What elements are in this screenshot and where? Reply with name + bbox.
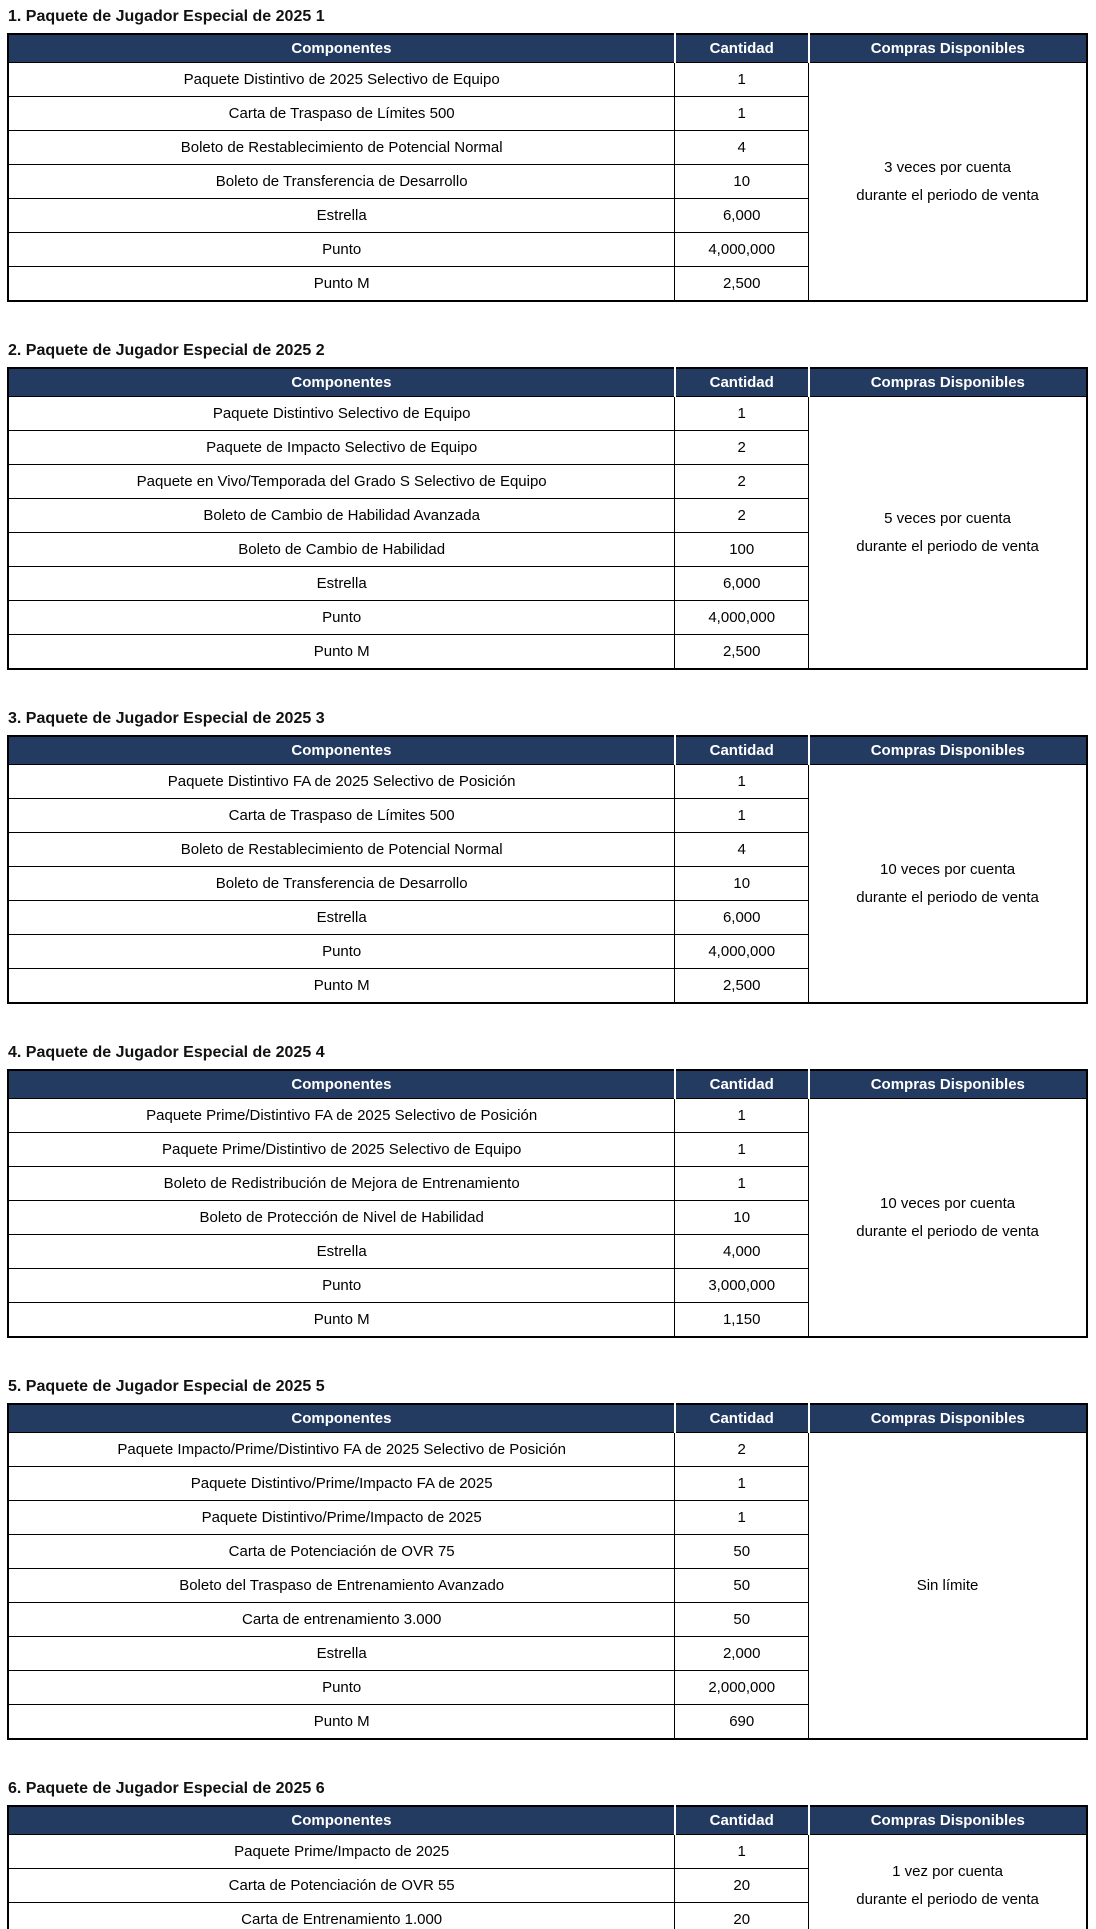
component-name-cell: Boleto de Protección de Nivel de Habilidad <box>8 1201 675 1235</box>
quantity-cell: 2,500 <box>675 969 809 1004</box>
column-header-cantidad: Cantidad <box>675 1806 809 1835</box>
purchase-limit-line: durante el periodo de venta <box>856 1890 1039 1908</box>
component-name-cell: Carta de Potenciación de OVR 75 <box>8 1535 675 1569</box>
quantity-cell: 50 <box>675 1569 809 1603</box>
component-name-cell: Carta de Traspaso de Límites 500 <box>8 799 675 833</box>
quantity-cell: 2,000,000 <box>675 1671 809 1705</box>
quantity-cell: 1 <box>675 63 809 97</box>
quantity-cell: 20 <box>675 1869 809 1903</box>
quantity-cell: 1,150 <box>675 1303 809 1338</box>
column-header-cantidad: Cantidad <box>675 736 809 765</box>
quantity-cell: 1 <box>675 799 809 833</box>
component-name-cell: Punto M <box>8 969 675 1004</box>
component-name-cell: Carta de Traspaso de Límites 500 <box>8 97 675 131</box>
package-table <box>7 1805 1088 1929</box>
component-name-cell: Paquete Distintivo/Prime/Impacto FA de 2025 <box>8 1467 675 1501</box>
component-name-cell: Paquete Prime/Distintivo de 2025 Selectivo de Equipo <box>8 1133 675 1167</box>
component-name-cell: Estrella <box>8 199 675 233</box>
component-name-cell: Boleto de Restablecimiento de Potencial Normal <box>8 833 675 867</box>
quantity-cell: 50 <box>675 1603 809 1637</box>
component-name-cell: Estrella <box>8 1235 675 1269</box>
package-table <box>7 1069 1088 1338</box>
column-header-componentes: Componentes <box>8 736 675 765</box>
purchase-limit-line: Sin límite <box>916 1576 979 1594</box>
purchase-limit-line: 10 veces por cuenta <box>880 860 1016 878</box>
component-name-cell: Carta de entrenamiento 3.000 <box>8 1603 675 1637</box>
quantity-cell: 1 <box>675 1501 809 1535</box>
quantity-cell: 3,000,000 <box>675 1269 809 1303</box>
purchase-limit-line: 3 veces por cuenta <box>884 158 1011 176</box>
package-section <box>7 1044 1088 1338</box>
quantity-cell: 50 <box>675 1535 809 1569</box>
quantity-cell: 2 <box>675 499 809 533</box>
package-table <box>7 367 1088 670</box>
package-title: 2. Paquete de Jugador Especial de 2025 2 <box>8 342 325 359</box>
package-title: 1. Paquete de Jugador Especial de 2025 1 <box>8 8 325 25</box>
component-name-cell: Paquete Prime/Impacto de 2025 <box>8 1835 675 1869</box>
component-name-cell: Carta de Potenciación de OVR 55 <box>8 1869 675 1903</box>
purchase-limit-line: durante el periodo de venta <box>856 1222 1039 1240</box>
component-name-cell: Paquete Prime/Distintivo FA de 2025 Selectivo de Posición <box>8 1099 675 1133</box>
package-section <box>7 342 1088 670</box>
quantity-cell: 4 <box>675 131 809 165</box>
component-name-cell: Boleto de Restablecimiento de Potencial Normal <box>8 131 675 165</box>
purchase-limit-line: durante el periodo de venta <box>856 888 1039 906</box>
purchase-limit-cell <box>809 63 1087 302</box>
header-row <box>8 34 1087 63</box>
package-title: 3. Paquete de Jugador Especial de 2025 3 <box>8 710 325 727</box>
column-header-compras-disponibles: Compras Disponibles <box>809 1404 1087 1433</box>
package-table <box>7 1403 1088 1740</box>
package-section <box>7 710 1088 1004</box>
component-name-cell: Boleto de Transferencia de Desarrollo <box>8 165 675 199</box>
header-row <box>8 1070 1087 1099</box>
quantity-cell: 100 <box>675 533 809 567</box>
component-row <box>8 765 1087 799</box>
component-name-cell: Paquete Distintivo Selectivo de Equipo <box>8 397 675 431</box>
quantity-cell: 6,000 <box>675 199 809 233</box>
purchase-limit-cell <box>809 397 1087 670</box>
quantity-cell: 1 <box>675 765 809 799</box>
package-title: 4. Paquete de Jugador Especial de 2025 4 <box>8 1044 325 1061</box>
quantity-cell: 2,000 <box>675 1637 809 1671</box>
purchase-limit-cell <box>809 1835 1087 1929</box>
quantity-cell: 20 <box>675 1903 809 1929</box>
component-name-cell: Paquete Distintivo/Prime/Impacto de 2025 <box>8 1501 675 1535</box>
component-name-cell: Punto <box>8 601 675 635</box>
purchase-limit-line: 10 veces por cuenta <box>880 1194 1016 1212</box>
quantity-cell: 1 <box>675 1835 809 1869</box>
component-name-cell: Estrella <box>8 901 675 935</box>
column-header-componentes: Componentes <box>8 1404 675 1433</box>
column-header-componentes: Componentes <box>8 1806 675 1835</box>
component-name-cell: Paquete Distintivo FA de 2025 Selectivo de Posición <box>8 765 675 799</box>
quantity-cell: 2,500 <box>675 267 809 302</box>
column-header-cantidad: Cantidad <box>675 1070 809 1099</box>
quantity-cell: 2 <box>675 431 809 465</box>
component-row <box>8 1433 1087 1467</box>
component-name-cell: Boleto de Redistribución de Mejora de Entrenamiento <box>8 1167 675 1201</box>
column-header-compras-disponibles: Compras Disponibles <box>809 736 1087 765</box>
quantity-cell: 4,000,000 <box>675 601 809 635</box>
component-row <box>8 1099 1087 1133</box>
quantity-cell: 1 <box>675 1467 809 1501</box>
quantity-cell: 1 <box>675 97 809 131</box>
quantity-cell: 6,000 <box>675 901 809 935</box>
package-section <box>7 1378 1088 1740</box>
purchase-limit-cell <box>809 1433 1087 1740</box>
quantity-cell: 4,000,000 <box>675 233 809 267</box>
component-name-cell: Paquete Distintivo de 2025 Selectivo de Equipo <box>8 63 675 97</box>
column-header-cantidad: Cantidad <box>675 1404 809 1433</box>
quantity-cell: 1 <box>675 397 809 431</box>
package-table <box>7 735 1088 1004</box>
quantity-cell: 6,000 <box>675 567 809 601</box>
quantity-cell: 1 <box>675 1167 809 1201</box>
column-header-componentes: Componentes <box>8 1070 675 1099</box>
quantity-cell: 2 <box>675 1433 809 1467</box>
component-name-cell: Punto <box>8 233 675 267</box>
quantity-cell: 10 <box>675 1201 809 1235</box>
quantity-cell: 2,500 <box>675 635 809 670</box>
component-name-cell: Boleto de Cambio de Habilidad Avanzada <box>8 499 675 533</box>
quantity-cell: 4,000,000 <box>675 935 809 969</box>
purchase-limit-cell <box>809 1099 1087 1338</box>
component-name-cell: Punto <box>8 1671 675 1705</box>
component-name-cell: Paquete Impacto/Prime/Distintivo FA de 2025 Selectivo de Posición <box>8 1433 675 1467</box>
package-title: 6. Paquete de Jugador Especial de 2025 6 <box>8 1780 325 1797</box>
purchase-limit-cell <box>809 765 1087 1004</box>
quantity-cell: 4,000 <box>675 1235 809 1269</box>
package-title: 5. Paquete de Jugador Especial de 2025 5 <box>8 1378 325 1395</box>
component-name-cell: Estrella <box>8 1637 675 1671</box>
quantity-cell: 1 <box>675 1099 809 1133</box>
purchase-limit-line: 1 vez por cuenta <box>892 1862 1003 1880</box>
component-name-cell: Punto <box>8 1269 675 1303</box>
component-name-cell: Punto M <box>8 1303 675 1338</box>
quantity-cell: 4 <box>675 833 809 867</box>
component-row <box>8 1835 1087 1869</box>
package-section <box>7 1780 1088 1929</box>
quantity-cell: 690 <box>675 1705 809 1740</box>
component-name-cell: Punto M <box>8 1705 675 1740</box>
purchase-limit-line: durante el periodo de venta <box>856 537 1039 555</box>
quantity-cell: 10 <box>675 867 809 901</box>
component-name-cell: Carta de Entrenamiento 1.000 <box>8 1903 675 1929</box>
package-table <box>7 33 1088 302</box>
column-header-compras-disponibles: Compras Disponibles <box>809 368 1087 397</box>
component-name-cell: Boleto de Cambio de Habilidad <box>8 533 675 567</box>
header-row <box>8 1806 1087 1835</box>
component-name-cell: Boleto de Transferencia de Desarrollo <box>8 867 675 901</box>
component-name-cell: Punto <box>8 935 675 969</box>
component-name-cell: Paquete en Vivo/Temporada del Grado S Selectivo de Equipo <box>8 465 675 499</box>
component-row <box>8 63 1087 97</box>
quantity-cell: 10 <box>675 165 809 199</box>
component-name-cell: Boleto del Traspaso de Entrenamiento Avanzado <box>8 1569 675 1603</box>
header-row <box>8 368 1087 397</box>
component-name-cell: Punto M <box>8 267 675 302</box>
header-row <box>8 736 1087 765</box>
column-header-cantidad: Cantidad <box>675 34 809 63</box>
purchase-limit-line: durante el periodo de venta <box>856 186 1039 204</box>
header-row <box>8 1404 1087 1433</box>
quantity-cell: 1 <box>675 1133 809 1167</box>
component-name-cell: Estrella <box>8 567 675 601</box>
component-name-cell: Punto M <box>8 635 675 670</box>
quantity-cell: 2 <box>675 465 809 499</box>
column-header-componentes: Componentes <box>8 368 675 397</box>
column-header-componentes: Componentes <box>8 34 675 63</box>
column-header-cantidad: Cantidad <box>675 368 809 397</box>
column-header-compras-disponibles: Compras Disponibles <box>809 1070 1087 1099</box>
component-row <box>8 397 1087 431</box>
component-name-cell: Paquete de Impacto Selectivo de Equipo <box>8 431 675 465</box>
purchase-limit-line: 5 veces por cuenta <box>884 509 1011 527</box>
column-header-compras-disponibles: Compras Disponibles <box>809 1806 1087 1835</box>
column-header-compras-disponibles: Compras Disponibles <box>809 34 1087 63</box>
package-section <box>7 8 1088 302</box>
